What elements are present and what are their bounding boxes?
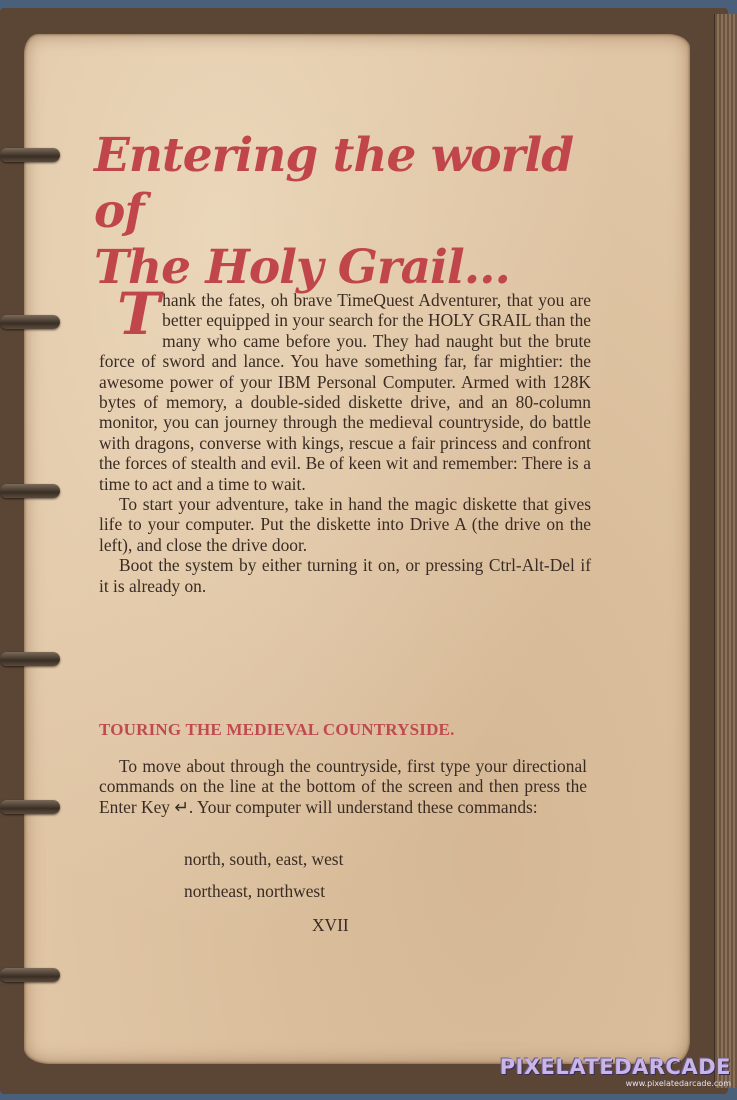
binder-ring: [0, 652, 60, 666]
command-list-item: northeast, northwest: [184, 881, 326, 901]
page-edges: [714, 14, 737, 1088]
section-paragraph: To move about through the countryside, first type your directional commands on the line at the bottom of the screen and then press the Enter Key ↵. Your computer will understand these commands:: [99, 756, 587, 817]
intro-text: [99, 280, 591, 596]
intro-paragraph-2: To start your adventure, take in hand the magic diskette that gives life to your computer. Put the diskette into Drive A (the drive on the left), and close the drive door.: [99, 494, 591, 555]
title-line-1: Entering the world of: [94, 128, 574, 239]
binder-ring: [0, 800, 60, 814]
watermark-url: www.pixelatedarcade.com: [625, 1079, 731, 1088]
page-number: XVII: [312, 915, 349, 935]
drop-cap: T: [117, 280, 161, 348]
command-list-item: north, south, east, west: [184, 849, 344, 869]
watermark-logo: PIXELATEDARCADE: [499, 1055, 731, 1079]
watermark: [500, 1055, 731, 1088]
binder-ring: [0, 315, 60, 329]
intro-paragraph-1-text: hank the fates, oh brave TimeQuest Adventurer, that you are better equipped in your search for the HOLY GRAIL than the many who came before you. They had naught but the brute force of sword and lance. You have something far, far mightier: the awesome power of your IBM Personal Computer. Armed with 128K bytes of memory, a double-sided diskette drive, and an 80-column monitor, you can journey through the medieval countryside, do battle with dragons, converse with kings, rescue a fair princess and confront the forces of stealth and evil. Be of keen wit and remember: There is a time to act and a time to wait.: [99, 290, 591, 494]
binder-ring: [0, 968, 60, 982]
intro-paragraph-3: Boot the system by either turning it on, or pressing Ctrl-Alt-Del if it is already on.: [99, 555, 591, 596]
binder-ring: [0, 148, 60, 162]
intro-paragraph-1: [99, 280, 591, 494]
binder-ring: [0, 484, 60, 498]
title-line-2: The Holy Grail...: [94, 240, 510, 295]
section-heading: TOURING THE MEDIEVAL COUNTRYSIDE.: [99, 720, 455, 739]
page-title: [94, 128, 614, 296]
